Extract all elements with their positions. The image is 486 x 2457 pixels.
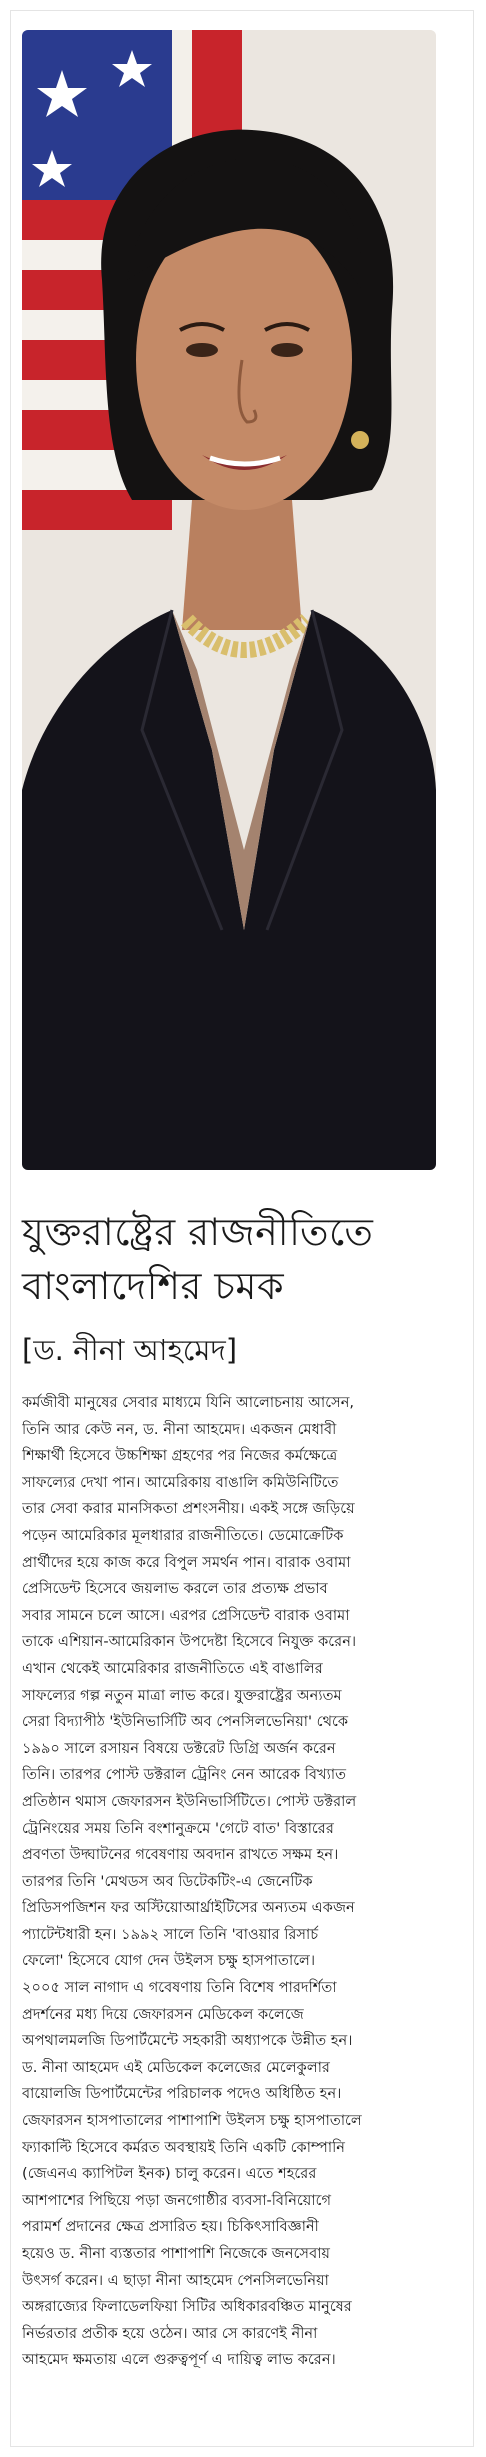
byline: [ড. নীনা আহমেদ]: [22, 1333, 238, 1367]
body-line: পড়েন আমেরিকার মূলধারার রাজনীতিতে। ডেমোক্রেটিক: [22, 1526, 344, 1544]
body-line: প্রার্থীদের হয়ে কাজ করে বিপুল সমর্থন পান। বারাক ওবামা: [22, 1553, 351, 1571]
body-line: অপথালমলজি ডিপার্টমেন্টে সহকারী অধ্যাপকে উন্নীত হন।: [22, 2032, 353, 2050]
body-line: ১৯৯০ সালে রসায়ন বিষয়ে ডক্টরেট ডিগ্রি অর্জন করেন: [22, 1739, 336, 1757]
body-line: প্রিডিসপজিশন ফর অস্টিয়োআর্থ্রাইটিসের অন্যতম একজন: [22, 1899, 355, 1917]
body-line: তাকে এশিয়ান-আমেরিকান উপদেষ্টা হিসেবে নিযুক্ত করেন।: [22, 1633, 357, 1651]
body-line: ফেলো' হিসেবে যোগ দেন উইলস চক্ষু হাসপাতালে।: [22, 1952, 316, 1970]
title-line-1: যুক্তরাষ্ট্রের রাজনীতিতে: [22, 1210, 374, 1254]
body-line: ২০০৫ সাল নাগাদ এ গবেষণায় তিনি বিশেষ পারদর্শিতা: [22, 1979, 337, 1997]
body-line: উৎসর্গ করেন। এ ছাড়া নীনা আহমেদ পেনসিলভেনিয়া: [22, 2271, 329, 2289]
body-line: আহমেদ ক্ষমতায় এলে গুরুত্বপূর্ণ এ দায়িত্ব লাভ করেন।: [22, 2351, 336, 2369]
portrait-illustration: [22, 30, 436, 1170]
body-line: অঙ্গরাজ্যের ফিলাডেলফিয়া সিটির অধিকারবঞ্চিত মানুষের: [22, 2298, 352, 2316]
body-line: নির্ভরতার প্রতীক হয়ে ওঠেন। আর সে কারণেই নীনা: [22, 2324, 318, 2342]
body-line: প্রেসিডেন্ট হিসেবে জয়লাভ করলে তার প্রত্যক্ষ প্রভাব: [22, 1580, 328, 1598]
body-line: হয়েও ড. নীনা ব্যস্ততার পাশাপাশি নিজেকে জনসেবায়: [22, 2245, 331, 2262]
body-line: (জেএনএ ক্যাপিটল ইনক) চালু করেন। এতে শহরের: [22, 2165, 317, 2183]
body-line: তার সেবা করার মানসিকতা প্রশংসনীয়। একই সঙ্গে জড়িয়ে: [22, 1500, 355, 1518]
article-title: [22, 1205, 462, 1313]
body-line: সেরা বিদ্যাপীঠ 'ইউনিভার্সিটি অব পেনসিলভেনিয়া' থেকে: [22, 1713, 349, 1731]
body-line: তারপর তিনি 'মেথডস অব ডিটেকটিং-এ জেনেটিক: [22, 1872, 313, 1890]
body-line: পরামর্শ প্রদানের ক্ষেত্র প্রসারিত হয়। চিকিৎসাবিজ্ঞানী: [22, 2218, 319, 2236]
body-line: সবার সামনে চলে আসে। এরপর প্রেসিডেন্ট বারাক ওবামা: [22, 1606, 350, 1624]
body-line: এখান থেকেই আমেরিকার রাজনীতিতে এই বাঙালির: [22, 1659, 323, 1677]
body-line: ফ্যাকাল্টি হিসেবে কর্মরত অবস্থায়ই তিনি একটি কোম্পানি: [22, 2138, 345, 2156]
body-line: সাফল্যের দেখা পান। আমেরিকায় বাঙালি কমিউনিটিতে: [22, 1473, 339, 1491]
body-line: তিনি। তারপর পোস্ট ডক্টরাল ট্রেনিং নেন আরেক বিখ্যাত: [22, 1766, 347, 1784]
body-line: প্যাটেন্টধারী হন। ১৯৯২ সালে তিনি 'বাওয়ার রিসার্চ: [22, 1925, 319, 1943]
title-line-2: বাংলাদেশির চমক: [22, 1264, 285, 1308]
body-line: প্রবণতা উদ্ঘাটনের গবেষণায় অবদান রাখতে সক্ষম হন।: [22, 1846, 339, 1864]
body-line: জেফারসন হাসপাতালের পাশাপাশি উইলস চক্ষু হাসপাতালে: [22, 2112, 362, 2130]
body-line: বায়োলজি ডিপার্টমেন্টের পরিচালক পদেও অধিষ্ঠিত হন।: [22, 2085, 342, 2103]
body-line: সাফল্যের গল্প নতুন মাত্রা লাভ করে। যুক্তরাষ্ট্রের অন্যতম: [22, 1686, 342, 1704]
portrait-photo: [22, 30, 436, 1170]
body-line: শিক্ষার্থী হিসেবে উচ্চশিক্ষা গ্রহণের পর নিজের কর্মক্ষেত্রে: [22, 1447, 338, 1465]
body-line: ট্রেনিংয়ের সময় তিনি বংশানুক্রমে 'গেটে বাত' বিস্তারের: [22, 1819, 334, 1837]
body-line: তিনি আর কেউ নন, ড. নীনা আহমেদ। একজন মেধাবী: [22, 1420, 337, 1438]
body-line: কর্মজীবী মানুষের সেবার মাধ্যমে যিনি আলোচনায় আসেন,: [22, 1394, 355, 1411]
body-line: প্রতিষ্ঠান থমাস জেফারসন ইউনিভার্সিটিতে। পোস্ট ডক্টরাল: [22, 1792, 357, 1810]
body-line: প্রদর্শনের মধ্য দিয়ে জেফারসন মেডিকেল কলেজে: [22, 2005, 304, 2023]
body-line: ড. নীনা আহমেদ এই মেডিকেল কলেজের মেলেকুলার: [22, 2058, 330, 2076]
article-body: [22, 1390, 460, 2374]
body-line: আশপাশের পিছিয়ে পড়া জনগোষ্ঠীর ব্যবসা-বিনিয়োগে: [22, 2191, 332, 2209]
